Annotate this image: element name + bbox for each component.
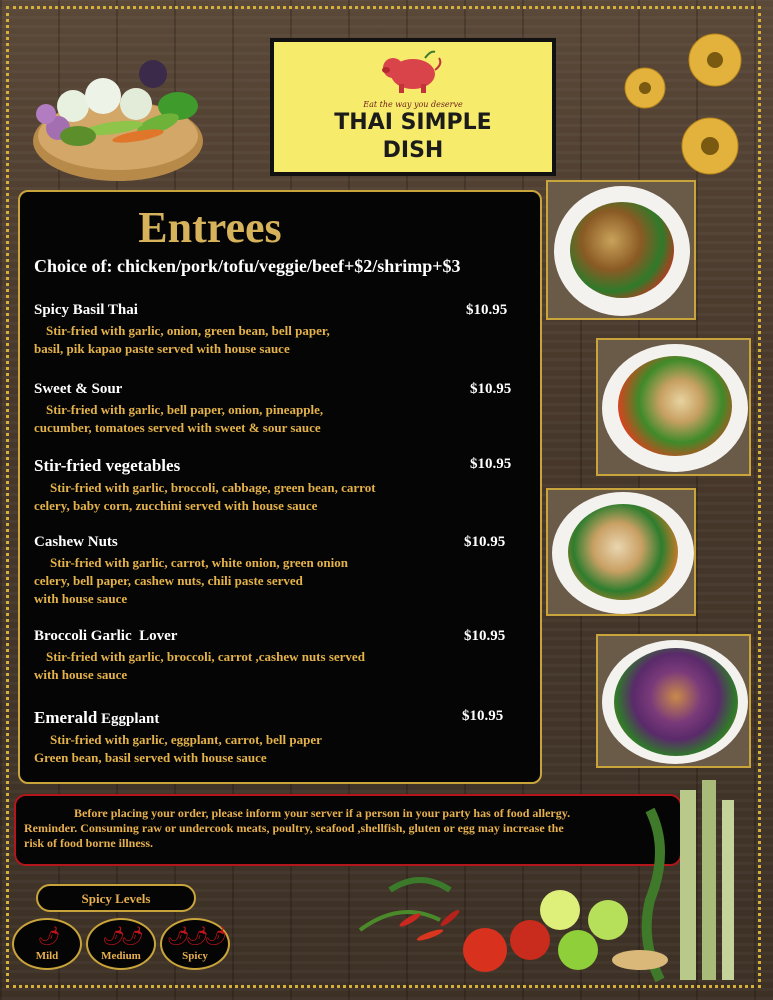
dish-photo: [596, 634, 751, 768]
item-name: Broccoli Garlic Lover: [34, 628, 178, 644]
item-price: $10.95: [466, 302, 508, 318]
item-desc-line: Stir-fried with garlic, onion, green bean, bell paper,: [46, 323, 330, 338]
restaurant-logo: [270, 38, 556, 176]
menu-item: [34, 302, 534, 359]
item-desc-line: basil, pik kapao paste served with house sauce: [34, 341, 290, 356]
spicy-level-label: Medium: [101, 950, 141, 962]
logo-name-line2: DISH: [382, 138, 444, 163]
spicy-level-label: Spicy: [182, 950, 208, 962]
item-desc-line: with house sauce: [34, 667, 128, 682]
item-desc-line: Stir-fried with garlic, carrot, white onion, green onion: [50, 555, 349, 570]
item-desc-line: celery, baby corn, zucchini served with house sauce: [34, 498, 318, 513]
menu-item: [34, 628, 534, 685]
item-price: $10.95: [470, 456, 512, 472]
chili-icon: 🌶🌶🌶: [166, 926, 224, 946]
item-description: [34, 478, 534, 516]
item-desc-line: Stir-fried with garlic, bell paper, onion, pineapple,: [46, 402, 324, 417]
dish-photo: [546, 180, 696, 320]
item-description: [34, 400, 534, 438]
spicy-level-mild: [12, 918, 82, 970]
herbs-vegetables-image: [350, 770, 770, 995]
item-desc-line: celery, bell paper, cashew nuts, chili paste served: [34, 573, 303, 588]
item-desc-line: cucumber, tomatoes served with sweet & sour sauce: [34, 420, 321, 435]
item-name: Stir-fried vegetables: [34, 456, 181, 475]
item-description: [34, 553, 534, 609]
item-desc-line: Green bean, basil served with house sauce: [34, 750, 267, 765]
spicy-level-medium: [86, 918, 156, 970]
item-name: Cashew Nuts: [34, 534, 118, 550]
menu-item: [34, 381, 534, 438]
item-desc-line: Stir-fried with garlic, eggplant, carrot, bell paper: [50, 732, 322, 747]
item-price: $10.95: [464, 628, 506, 644]
item-desc-line: with house sauce: [34, 591, 128, 606]
spicy-level-label: Mild: [35, 950, 59, 962]
item-description: [34, 321, 534, 359]
item-name-part: Emerald: [34, 708, 98, 727]
dish-photo: [596, 338, 751, 476]
item-name: [34, 708, 534, 728]
item-description: [34, 730, 534, 768]
menu-item: [34, 456, 534, 516]
logo-tagline: Eat the way you deserve: [363, 100, 463, 109]
allergy-line: Reminder. Consuming raw or undercook meats, poultry, seafood ,shellfish, gluten or egg may increase the: [24, 821, 564, 835]
chili-icon: 🌶🌶: [102, 926, 140, 946]
dish-photo: [546, 488, 696, 616]
vegetable-basket-image: [18, 36, 218, 186]
spicy-levels-title: Spicy Levels: [36, 884, 196, 912]
spicy-level-spicy: [160, 918, 230, 970]
item-name-part: Eggplant: [101, 711, 160, 727]
item-price: $10.95: [462, 708, 504, 724]
menu-item: [34, 534, 534, 609]
item-price: $10.95: [470, 381, 512, 397]
flower-decoration: [610, 18, 760, 188]
item-desc-line: Stir-fried with garlic, broccoli, cabbage, green bean, carrot: [50, 480, 376, 495]
item-price: $10.95: [464, 534, 506, 550]
chili-icon: 🌶: [37, 926, 57, 946]
item-desc-line: Stir-fried with garlic, broccoli, carrot ,cashew nuts served: [46, 649, 365, 664]
pig-icon: [381, 50, 445, 96]
allergy-line: Before placing your order, please inform your server if a person in your party has of food allergy.: [74, 806, 571, 820]
item-name: Spicy Basil Thai: [34, 302, 138, 318]
entrees-panel: [18, 190, 542, 784]
menu-item: [34, 708, 534, 768]
protein-choice: Choice of: chicken/pork/tofu/veggie/beef+$2/shrimp+$3: [34, 256, 461, 276]
logo-name-line1: THAI SIMPLE: [334, 110, 492, 135]
section-title: Entrees: [138, 203, 282, 252]
allergy-line: risk of food borne illness.: [24, 836, 154, 850]
item-description: [34, 647, 534, 685]
item-name: Sweet & Sour: [34, 381, 123, 397]
